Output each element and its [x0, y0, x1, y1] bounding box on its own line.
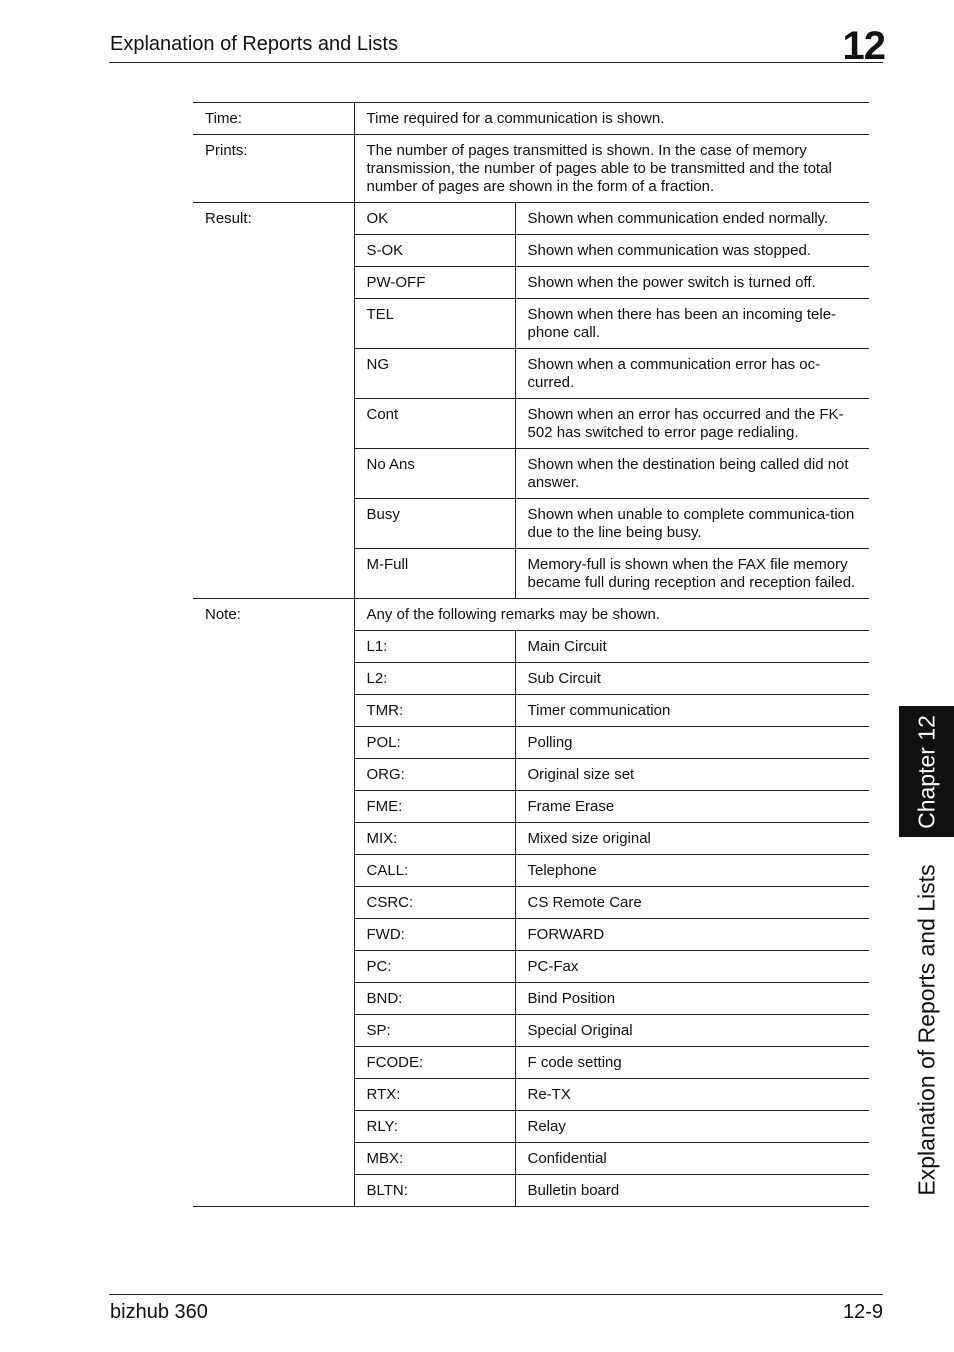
chapter-number: 12: [842, 24, 885, 68]
result-description: Shown when unable to complete communica-tion due to the line being busy.: [515, 499, 869, 549]
note-label: Note:: [193, 599, 354, 1207]
note-code: RTX:: [354, 1079, 515, 1111]
note-description: CS Remote Care: [515, 887, 869, 919]
row-description: Time required for a communication is shown.: [354, 103, 869, 135]
result-description: Shown when the destination being called did not answer.: [515, 449, 869, 499]
note-intro-row: [193, 599, 869, 631]
note-description: Relay: [515, 1111, 869, 1143]
row-description: The number of pages transmitted is shown. In the case of memory transmission, the number of pages able to be transmitted and the total number of pages are shown in the form of a fraction.: [354, 135, 869, 203]
note-code: POL:: [354, 727, 515, 759]
result-code: Busy: [354, 499, 515, 549]
result-description: Shown when the power switch is turned off.: [515, 267, 869, 299]
table-row-time: [193, 103, 869, 135]
note-code: PC:: [354, 951, 515, 983]
note-intro: Any of the following remarks may be shown.: [354, 599, 869, 631]
footer-divider: [109, 1294, 883, 1295]
note-code: ORG:: [354, 759, 515, 791]
note-description: Bind Position: [515, 983, 869, 1015]
note-code: MBX:: [354, 1143, 515, 1175]
row-label: Time:: [193, 103, 354, 135]
note-code: BLTN:: [354, 1175, 515, 1207]
note-code: BND:: [354, 983, 515, 1015]
note-code: CSRC:: [354, 887, 515, 919]
note-description: FORWARD: [515, 919, 869, 951]
result-code: NG: [354, 349, 515, 399]
note-code: FME:: [354, 791, 515, 823]
result-label: Result:: [193, 203, 354, 599]
page-header-title: Explanation of Reports and Lists: [110, 33, 398, 55]
result-code: S-OK: [354, 235, 515, 267]
result-code: PW-OFF: [354, 267, 515, 299]
note-description: Main Circuit: [515, 631, 869, 663]
result-code: M-Full: [354, 549, 515, 599]
result-description: Memory-full is shown when the FAX file memory became full during reception and reception failed.: [515, 549, 869, 599]
note-description: Sub Circuit: [515, 663, 869, 695]
note-description: Polling: [515, 727, 869, 759]
row-label: Prints:: [193, 135, 354, 203]
note-description: F code setting: [515, 1047, 869, 1079]
result-code: Cont: [354, 399, 515, 449]
header-divider: [109, 62, 883, 63]
result-description: Shown when communication ended normally.: [515, 203, 869, 235]
report-fields-table: [193, 102, 869, 1207]
note-code: L1:: [354, 631, 515, 663]
note-description: Frame Erase: [515, 791, 869, 823]
result-description: Shown when a communication error has oc-curred.: [515, 349, 869, 399]
table-row-prints: [193, 135, 869, 203]
note-code: MIX:: [354, 823, 515, 855]
note-description: PC-Fax: [515, 951, 869, 983]
note-description: Telephone: [515, 855, 869, 887]
note-description: Original size set: [515, 759, 869, 791]
side-tab-section-label: Explanation of Reports and Lists: [913, 864, 939, 1196]
side-tab-chapter-label: Chapter 12: [913, 714, 939, 829]
note-code: CALL:: [354, 855, 515, 887]
footer-page-number: 12-9: [842, 1301, 883, 1323]
note-description: Mixed size original: [515, 823, 869, 855]
result-description: Shown when there has been an incoming tele-phone call.: [515, 299, 869, 349]
note-code: TMR:: [354, 695, 515, 727]
side-tab-chapter[interactable]: [899, 706, 954, 837]
footer-product-name: bizhub 360: [110, 1301, 208, 1323]
note-code: L2:: [354, 663, 515, 695]
result-description: Shown when communication was stopped.: [515, 235, 869, 267]
note-code: FWD:: [354, 919, 515, 951]
result-code: TEL: [354, 299, 515, 349]
note-code: FCODE:: [354, 1047, 515, 1079]
side-tab-section[interactable]: [899, 850, 954, 1210]
result-description: Shown when an error has occurred and the FK-502 has switched to error page redialing.: [515, 399, 869, 449]
result-code: No Ans: [354, 449, 515, 499]
note-code: RLY:: [354, 1111, 515, 1143]
result-row: [193, 203, 869, 235]
note-code: SP:: [354, 1015, 515, 1047]
note-description: Special Original: [515, 1015, 869, 1047]
note-description: Re-TX: [515, 1079, 869, 1111]
result-code: OK: [354, 203, 515, 235]
note-description: Bulletin board: [515, 1175, 869, 1207]
note-description: Timer communication: [515, 695, 869, 727]
note-description: Confidential: [515, 1143, 869, 1175]
